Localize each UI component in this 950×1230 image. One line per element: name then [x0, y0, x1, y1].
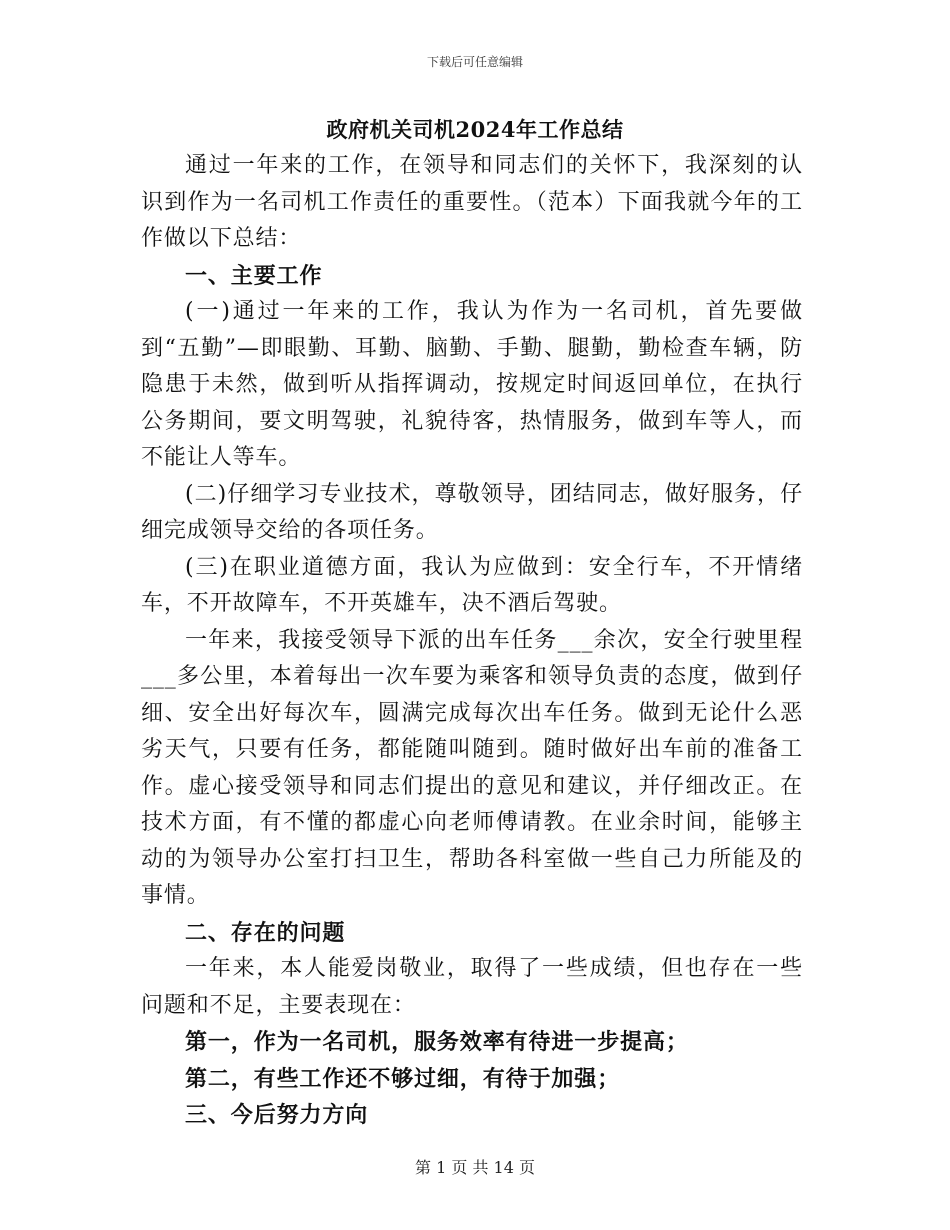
- work-item-2: (二)仔细学习专业技术，尊敬领导，团结同志，做好服务，仔细完成领导交给的各项任务。: [141, 481, 803, 543]
- document-title: 政府机关司机2024年工作总结: [326, 117, 624, 142]
- problem-item-1: 第一，作为一名司机，服务效率有待进一步提高；: [185, 1029, 689, 1055]
- section-heading-problems: 二、存在的问题: [185, 919, 346, 946]
- page-number-footer: 第 1 页 共 14 页: [415, 1158, 535, 1177]
- section-heading-future: 三、今后努力方向: [185, 1102, 369, 1128]
- work-item-1: (一)通过一年来的工作，我认为作为一名司机，首先要做到“五勤”—即眼勤、耳勤、脑勤、手勤、腿勤，勤检查车辆，防隐患于未然，做到听从指挥调动，按规定时间返回单位，在执行公务期间，要文明驾驶，礼貌待客，热情服务，做到车等人，而不能让人等车。: [141, 299, 803, 470]
- problems-intro-paragraph: 一年来，本人能爱岗敬业，取得了一些成绩，但也存在一些问题和不足，主要表现在：: [141, 956, 803, 1018]
- work-item-3: (三)在职业道德方面，我认为应做到：安全行车，不开情绪车，不开故障车，不开英雄车，决不酒后驾驶。: [141, 554, 803, 616]
- header-note: 下载后可任意编辑: [426, 55, 523, 69]
- problem-item-2: 第二，有些工作还不够过细，有待于加强；: [185, 1065, 621, 1092]
- document-body: [141, 148, 803, 1134]
- year-summary-paragraph: 一年来，我接受领导下派的出车任务___余次，安全行驶里程___多公里，本着每出一次车要为乘客和领导负责的态度，做到仔细、安全出好每次车，圆满完成每次出车任务。做到无论什么恶劣天气，只要有任务，都能随叫随到。随时做好出车前的准备工作。虚心接受领导和同志们提出的意见和建议，并仔细改正。在技术方面，有不懂的都虚心向老师傅请教。在业余时间，能够主动的为领导办公室打扫卫生，帮助各科室做一些自己力所能及的事情。: [141, 627, 803, 908]
- intro-paragraph: 通过一年来的工作，在领导和同志们的关怀下，我深刻的认识到作为一名司机工作责任的重要性。（范本）下面我就今年的工作做以下总结：: [141, 153, 803, 251]
- section-heading-main-work: 一、主要工作: [185, 262, 323, 289]
